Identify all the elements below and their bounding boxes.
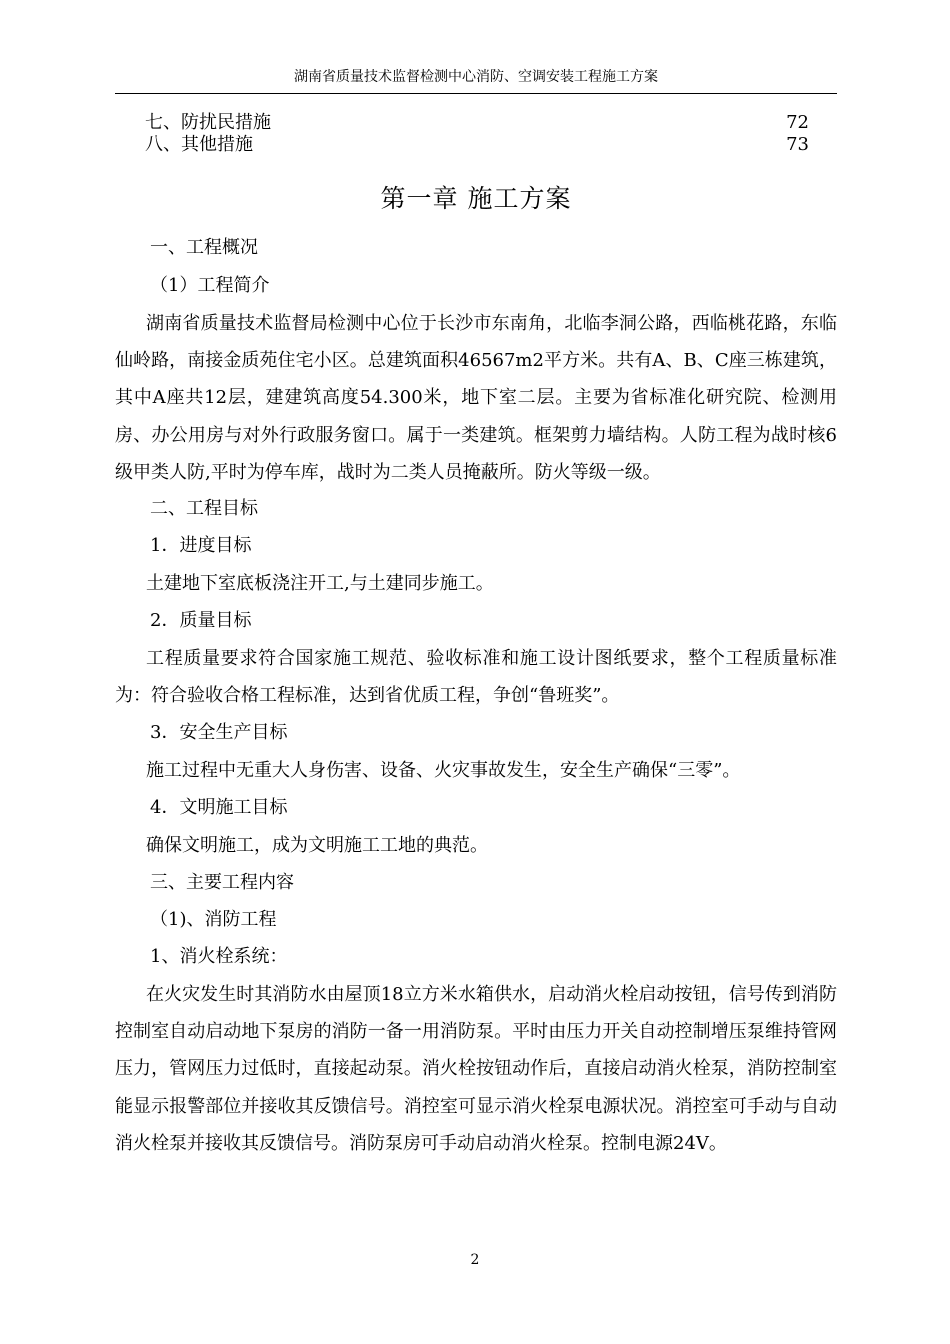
goal-body: 土建地下室底板浇注开工,与土建同步施工。	[146, 573, 494, 594]
toc-entry	[145, 134, 809, 156]
item-title: 1、消火栓系统：	[150, 946, 288, 967]
goal-title: 2．质量目标	[150, 610, 252, 631]
toc-entry	[145, 112, 809, 134]
goal-body: 工程质量要求符合国家施工规范、验收标准和施工设计图纸要求，整个工程质量标准为：符合验收合格工程标准，达到省优质工程，争创“鲁班奖”。	[115, 648, 837, 707]
goal-body: 施工过程中无重大人身伤害、设备、火灾事故发生，安全生产确保“三零”。	[146, 760, 741, 781]
goal-title: 3．安全生产目标	[150, 722, 288, 743]
goal-title: 1．进度目标	[150, 535, 252, 556]
section-heading: 二、工程目标	[150, 498, 258, 519]
running-header: 湖南省质量技术监督检测中心消防、空调安装工程施工方案	[115, 67, 837, 94]
toc-entry-page: 72	[786, 112, 809, 133]
toc-entry-label: 八、其他措施	[145, 134, 253, 155]
project-overview-paragraph: 湖南省质量技术监督局检测中心位于长沙市东南角，北临李洞公路，西临桃花路，东临仙岭路，南接金质苑住宅小区。总建筑面积46567m2平方米。共有A、B、C座三栋建筑，其中A座共12层，建建筑高度54.300米，地下室二层。主要为省标准化研究院、检测用房、办公用房与对外行政服务窗口。属于一类建筑。框架剪力墙结构。人防工程为战时核6级甲类人防,平时为停车库，战时为二类人员掩蔽所。防火等级一级。	[115, 313, 837, 483]
chapter-title: 第一章 施工方案	[380, 184, 572, 213]
toc-entry-page: 73	[786, 134, 809, 155]
goal-body: 确保文明施工，成为文明施工工地的典范。	[146, 835, 488, 856]
toc-entry-label: 七、防扰民措施	[145, 112, 271, 133]
section-heading: 三、主要工程内容	[150, 872, 294, 893]
hydrant-system-paragraph: 在火灾发生时其消防水由屋顶18立方米水箱供水，启动消火栓启动按钮，信号传到消防控制室自动启动地下泵房的消防一备一用消防泵。平时由压力开关自动控制增压泵维持管网压力，管网压力过低时，直接起动泵。消火栓按钮动作后，直接启动消火栓泵，消防控制室能显示报警部位并接收其反馈信号。消控室可显示消火栓泵电源状况。消控室可手动与自动消火栓泵并接收其反馈信号。消防泵房可手动启动消火栓泵。控制电源24V。	[115, 984, 837, 1154]
goal-title: 4．文明施工目标	[150, 797, 288, 818]
subsection-heading: （1)、消防工程	[150, 909, 277, 930]
subsection-heading: （1）工程简介	[150, 275, 270, 296]
page-number: 2	[470, 1252, 480, 1268]
section-heading: 一、工程概况	[150, 237, 258, 258]
